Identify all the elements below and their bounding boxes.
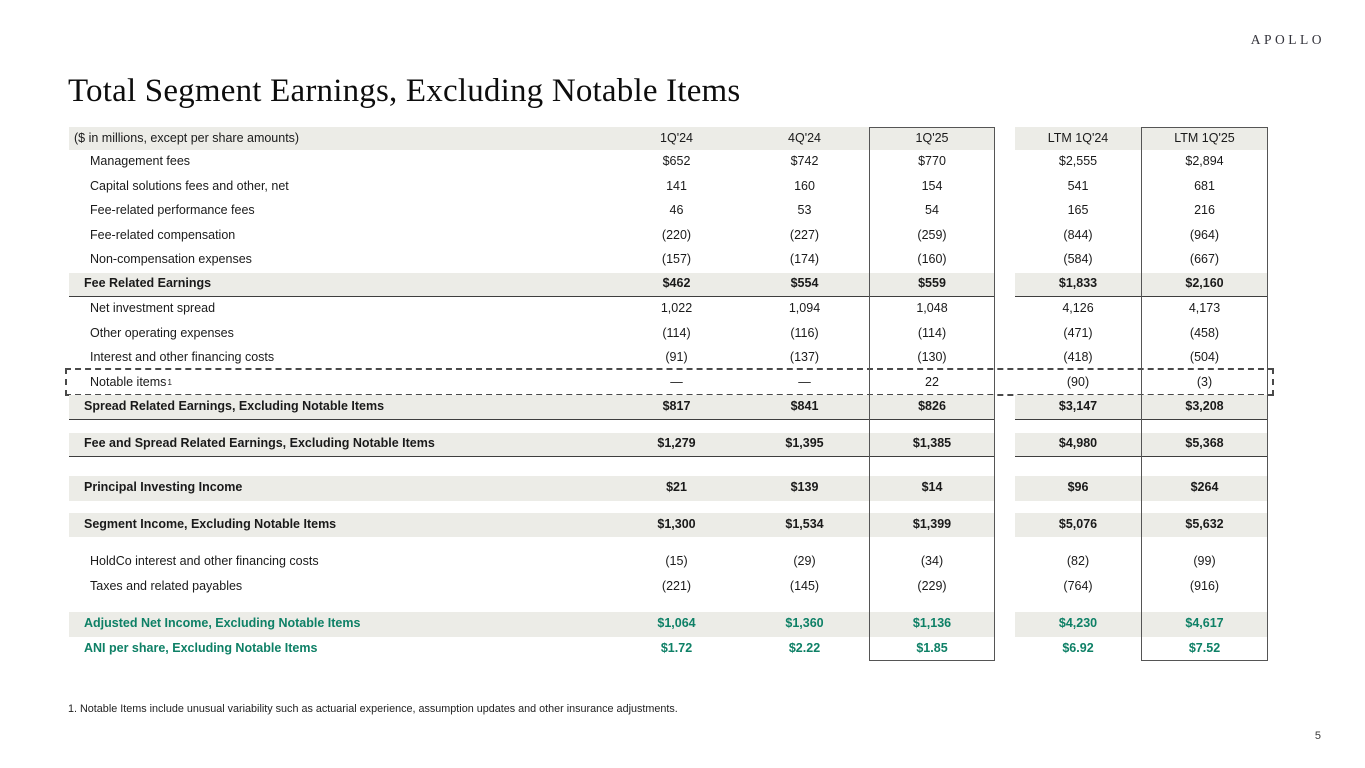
cell-4q24: $841 (740, 395, 869, 420)
cell-1q25: 154 (921, 178, 943, 193)
cell-1q25: 54 (925, 203, 939, 218)
cell-1q24: $462 (613, 273, 740, 298)
cell-ltm-1q24: 541 (1067, 178, 1089, 193)
cell-ltm-1q24: (764) (1063, 578, 1093, 593)
cell-ltm-1q24: $4,230 (1015, 612, 1141, 637)
cell-ltm-1q25: $264 (1141, 476, 1268, 501)
table-row (69, 248, 1268, 273)
cell-ltm-1q24: (584) (1063, 252, 1093, 267)
earnings-table-body (69, 150, 1268, 661)
cell-1q25: (229) (917, 578, 947, 593)
cell-4q24: $1,360 (740, 612, 869, 637)
row-label: Segment Income, Excluding Notable Items (69, 513, 613, 538)
cell-ltm-1q25: (667) (1189, 252, 1220, 267)
cell-1q25: $1,136 (869, 612, 995, 637)
cell-1q24: (157) (661, 252, 692, 267)
cell-4q24: (29) (793, 554, 816, 569)
cell-ltm-1q24: $1,833 (1015, 273, 1141, 298)
cell-4q24: (116) (790, 325, 819, 340)
column-gap (995, 476, 1015, 501)
table-row (69, 273, 1268, 298)
column-header-4q24: 4Q'24 (740, 127, 869, 150)
cell-4q24: (227) (789, 227, 820, 242)
row-label: Spread Related Earnings, Excluding Notable Items (69, 395, 613, 420)
row-label: Notable items 1 (90, 374, 172, 389)
cell-ltm-1q24: $4,980 (1015, 433, 1141, 458)
row-label: Other operating expenses (90, 325, 234, 340)
table-row (69, 476, 1268, 501)
cell-ltm-1q25: (3) (1196, 374, 1213, 389)
table-row (69, 550, 1268, 575)
row-label: Taxes and related payables (90, 578, 243, 593)
cell-ltm-1q24: (90) (1066, 374, 1090, 389)
table-row (69, 513, 1268, 538)
table-row (69, 297, 1268, 322)
earnings-table (69, 127, 1268, 661)
column-gap (995, 175, 1015, 200)
column-gap (995, 273, 1015, 298)
cell-1q25: $1,399 (869, 513, 995, 538)
table-row (69, 150, 1268, 175)
row-label: Fee-related performance fees (90, 203, 255, 218)
cell-1q25: $1.85 (916, 640, 948, 655)
cell-4q24: (174) (789, 252, 820, 267)
table-row (69, 637, 1268, 662)
column-gap (995, 395, 1015, 420)
cell-1q24: $21 (613, 476, 740, 501)
cell-4q24: — (798, 374, 811, 389)
cell-ltm-1q25: (964) (1189, 227, 1220, 242)
cell-ltm-1q25: $3,208 (1141, 395, 1268, 420)
table-row (69, 395, 1268, 420)
cell-ltm-1q25: (458) (1189, 325, 1220, 340)
cell-ltm-1q25: (916) (1189, 578, 1220, 593)
cell-4q24: 160 (794, 178, 815, 193)
cell-4q24: $139 (740, 476, 869, 501)
cell-4q24: 53 (797, 203, 812, 218)
apollo-logo: APOLLO (1250, 32, 1325, 47)
cell-1q24: $1,279 (613, 433, 740, 458)
cell-1q24: — (670, 374, 683, 389)
cell-1q24: 46 (669, 203, 684, 218)
table-row (69, 575, 1268, 600)
cell-4q24: $1,534 (740, 513, 869, 538)
cell-ltm-1q24: $2,555 (1058, 154, 1098, 169)
cell-1q25: (114) (917, 325, 947, 340)
cell-1q25: (130) (917, 350, 947, 365)
cell-1q24: $1,064 (613, 612, 740, 637)
cell-1q24: $1.72 (660, 640, 693, 655)
table-row (69, 612, 1268, 637)
cell-ltm-1q24: $5,076 (1015, 513, 1141, 538)
cell-4q24: (137) (789, 350, 820, 365)
cell-ltm-1q24: 165 (1067, 203, 1089, 218)
row-label: Net investment spread (90, 301, 216, 316)
table-row (69, 433, 1268, 458)
cell-ltm-1q24: 4,126 (1062, 301, 1094, 316)
cell-ltm-1q25: 216 (1194, 203, 1215, 218)
column-gap (995, 346, 1015, 371)
cell-ltm-1q24: $96 (1015, 476, 1141, 501)
cell-ltm-1q25: 681 (1194, 178, 1215, 193)
cell-1q24: 1,022 (660, 301, 693, 316)
table-row (69, 346, 1268, 371)
column-header-ltm-1q25: LTM 1Q'25 (1141, 127, 1268, 150)
cell-ltm-1q24: $6.92 (1062, 640, 1094, 655)
cell-ltm-1q25: $5,368 (1141, 433, 1268, 458)
column-gap (995, 513, 1015, 538)
column-gap (995, 322, 1015, 347)
cell-ltm-1q25: (504) (1189, 350, 1220, 365)
column-gap (995, 612, 1015, 637)
table-header-units-label: ($ in millions, except per share amounts) (69, 127, 613, 150)
cell-1q24: (221) (661, 578, 692, 593)
cell-ltm-1q24: (844) (1063, 227, 1093, 242)
cell-1q25: $559 (869, 273, 995, 298)
cell-1q24: $817 (613, 395, 740, 420)
cell-4q24: $554 (740, 273, 869, 298)
column-gap (995, 637, 1015, 662)
cell-1q25: 22 (925, 374, 939, 389)
cell-1q24: $652 (662, 154, 691, 169)
cell-ltm-1q25: 4,173 (1188, 301, 1221, 316)
row-label: Fee-related compensation (90, 227, 236, 242)
cell-4q24: 1,094 (788, 301, 821, 316)
cell-1q25: (34) (920, 554, 944, 569)
cell-1q24: $1,300 (613, 513, 740, 538)
row-label: Adjusted Net Income, Excluding Notable Items (69, 612, 613, 637)
footnote: 1. Notable Items include unusual variability such as actuarial experience, assumption updates and other insurance adjustments. (68, 703, 678, 715)
cell-ltm-1q25: $4,617 (1141, 612, 1268, 637)
cell-ltm-1q25: $5,632 (1141, 513, 1268, 538)
row-label: Principal Investing Income (69, 476, 613, 501)
column-header-1q24: 1Q'24 (613, 127, 740, 150)
cell-4q24: $1,395 (740, 433, 869, 458)
row-label: Non-compensation expenses (90, 252, 252, 267)
column-gap (995, 150, 1015, 175)
row-label: Fee Related Earnings (69, 273, 613, 298)
column-gap (995, 297, 1015, 322)
column-gap (995, 199, 1015, 224)
column-gap (995, 127, 1015, 150)
cell-ltm-1q24: $3,147 (1015, 395, 1141, 420)
cell-1q24: (220) (661, 227, 692, 242)
row-label: Interest and other financing costs (90, 350, 275, 365)
cell-1q24: (15) (665, 554, 688, 569)
column-header-1q25: 1Q'25 (869, 127, 995, 150)
page-number: 5 (1314, 730, 1321, 742)
column-header-ltm-1q24: LTM 1Q'24 (1015, 127, 1141, 150)
cell-4q24: (145) (789, 578, 820, 593)
cell-1q25: $14 (869, 476, 995, 501)
row-label: Capital solutions fees and other, net (90, 178, 289, 193)
table-row (69, 175, 1268, 200)
cell-ltm-1q25: (99) (1193, 554, 1216, 569)
row-label: ANI per share, Excluding Notable Items (84, 640, 318, 655)
table-row (69, 371, 1268, 396)
cell-1q25: $826 (869, 395, 995, 420)
cell-ltm-1q25: $2,894 (1185, 154, 1224, 169)
cell-1q25: (259) (917, 227, 947, 242)
column-gap (995, 248, 1015, 273)
table-row (69, 224, 1268, 249)
row-label: HoldCo interest and other financing costs (90, 554, 319, 569)
cell-ltm-1q25: $7.52 (1188, 640, 1221, 655)
cell-ltm-1q24: (418) (1063, 350, 1093, 365)
cell-ltm-1q24: (471) (1063, 325, 1093, 340)
cell-1q24: (91) (665, 350, 688, 365)
table-row (69, 322, 1268, 347)
row-label: Fee and Spread Related Earnings, Excluding Notable Items (69, 433, 613, 458)
cell-ltm-1q25: $2,160 (1141, 273, 1268, 298)
cell-1q24: (114) (662, 325, 691, 340)
cell-1q25: $770 (918, 154, 946, 169)
cell-1q25: $1,385 (869, 433, 995, 458)
column-gap (995, 550, 1015, 575)
column-gap (995, 433, 1015, 458)
table-row (69, 199, 1268, 224)
table-header-row (69, 127, 1268, 150)
column-gap (995, 371, 1015, 396)
cell-ltm-1q24: (82) (1066, 554, 1090, 569)
cell-1q25: 1,048 (916, 301, 948, 316)
page-title: Total Segment Earnings, Excluding Notable Items (68, 73, 741, 110)
row-label: Management fees (90, 154, 191, 169)
cell-4q24: $2.22 (788, 640, 821, 655)
column-gap (995, 575, 1015, 600)
cell-4q24: $742 (790, 154, 819, 169)
cell-1q25: (160) (917, 252, 947, 267)
cell-1q24: 141 (666, 178, 687, 193)
column-gap (995, 224, 1015, 249)
